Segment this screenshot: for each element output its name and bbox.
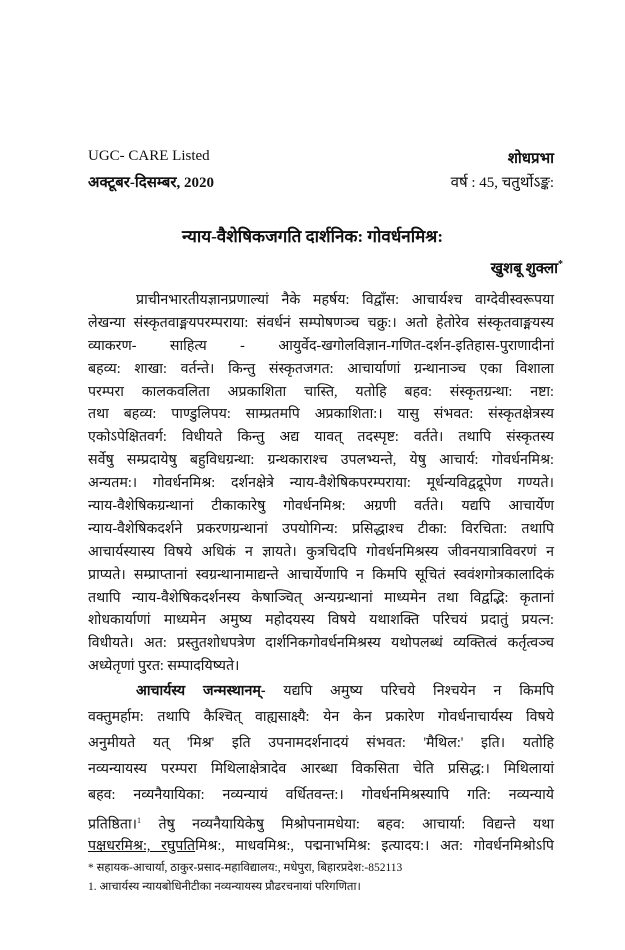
para-line: बहव: नव्यनैयायिका: नव्यन्यायं वर्धितवन्त:। गोवर्धनमिश्रस्यापि गति: नव्यन्याये — [88, 786, 554, 803]
para-line: अनुमीयते यत् 'मिश्र' इति उपनामदर्शनादयं संभवत: 'मैथिल:' इति। यतोहि — [88, 734, 554, 751]
para-text: यद्यपि अमुष्य परिचये निश्चयेन न किमपि — [265, 683, 554, 699]
author-text: खुशबू शुक्ला — [490, 261, 558, 277]
para-line: तथा बहव्य: पाण्डुलिपय: साम्प्रतमपि अप्रकाशिता:। यासु संभवत: संस्कृतक्षेत्रस्य — [88, 406, 554, 423]
para-line: न्याय-वैशेषिकदर्शने प्रकरणग्रन्थानां उपयोगिन्य: प्रसिद्धाश्च टीका: विरचिता: तथापि — [88, 520, 554, 537]
para-line — [88, 808, 554, 834]
underlined-text: पक्षधरमिश्र:, रघुपति — [88, 838, 196, 855]
para-line: शोधकार्याणां माध्यमेन अमुष्य महोदयस्य विषये यथाशक्ति परिचयं प्रदातुं प्रयत्न: — [88, 612, 554, 629]
para-line: एकोऽपेक्षितवर्ग: विधीयते किन्तु अद्य यावत् तदस्पृष्ट: वर्तते। तथापि संस्कृतस्य — [88, 429, 554, 446]
journal-listing: UGC- CARE Listed — [88, 148, 210, 164]
para-line: अन्यतम:। गोवर्धनमिश्र: दर्शनक्षेत्रे न्याय-वैशेषिकपरम्पराया: मूर्धन्यविद्वद्रूपेण गण्यते। — [88, 475, 554, 492]
para-line: लेखन्या संस्कृतवाङ्मयपरम्पराया: संवर्धनं सम्पोषणञ्च चक्रु:। अतो हेतोरेव संस्कृतवाङ्मयस्य — [88, 314, 554, 331]
para-line: प्राचीनभारतीयज्ञानप्रणाल्यां नैके महर्षय: विद्वाँस: आचार्यश्च वाग्देवीस्वरूपया — [136, 292, 554, 308]
footnote-1: 1. आचार्यस्य न्यायबोधिनीटीका नव्यन्यायस्य प्रौढरचनायां परिगणिता। — [88, 881, 361, 893]
author-name — [491, 258, 563, 278]
para-line — [88, 679, 554, 705]
para-line: तथापि न्याय-वैशेषिकदर्शनस्य केषाञ्चित् अन्यग्रन्थानां माध्यमेन तथा विद्वद्भि: कृतानां — [88, 589, 554, 606]
para-line: सर्वेषु सम्प्रदायेषु बहुविधग्रन्था: ग्रन्थकाराश्च उपलभ्यन्ते, येषु आचार्य: गोवर्धनमिश्र: — [88, 452, 554, 469]
para-line: विधीयते। अत: प्रस्तुतशोधपत्रेण दार्शनिकगोवर्धनमिश्रस्य यथोपलब्धं व्यक्तित्वं कर्तृत्वञ्च — [88, 635, 554, 652]
para-line: प्राप्यते। सम्प्राप्तानां स्वग्रन्थानामाद्यन्ते आचार्येणापि न किमपि सूचितं स्ववंशगोत्रकालादिकं — [88, 566, 554, 583]
paragraph-intro — [88, 289, 554, 678]
footnote-ref: 1 — [137, 816, 142, 826]
para-line: अध्येतृणां पुरत: सम्पादयिष्यते। — [88, 658, 240, 675]
section-heading: आचार्यस्य जन्मस्थानम्- — [136, 683, 266, 699]
para-line — [88, 834, 554, 860]
volume-issue: वर्ष : 45, चतुर्थोऽङ्क: — [450, 175, 554, 191]
para-line: वक्तुमर्हाम: तथापि कैश्चित् वाह्यसाक्ष्यै: येन केन प्रकारेण गोवर्धनाचार्यस्य विषये — [88, 708, 554, 725]
paragraph-birthplace — [88, 679, 554, 860]
para-text: प्रतिष्ठिता। — [88, 817, 138, 834]
para-text: तेषु नव्यनैयायिकेषु मिश्रोपनामधेया: बहव: आचार्या: विद्यन्ते यथा — [141, 817, 554, 834]
issue-date: अक्टूबर-दिसम्बर, 2020 — [88, 175, 214, 191]
journal-name: शोधप्रभा — [507, 151, 554, 167]
para-line: बहव्य: शाखा: वर्तन्ते। किन्तु संस्कृतजगत: आचार्याणां ग्रन्थानाञ्च एका विशाला — [88, 360, 554, 377]
para-text: मिश्र:, माधवमिश्र:, पद्मनाभमिश्र: इत्यादय:। अत: गोवर्धनमिश्रोऽपि — [195, 838, 554, 855]
para-line: परम्परा कालकवलिता अप्रकाशिता चास्ति, यतोहि बहव: संस्कृतग्रन्था: नष्टा: — [88, 383, 554, 400]
para-line: आचार्यस्यास्य विषये अधिकं न ज्ञायते। कुत्रचिदपि गोवर्धनमिश्रस्य जीवनयात्राविवरणं न — [88, 543, 554, 560]
author-footnote-mark: * — [558, 259, 563, 270]
footnote-author: * सहायक-आचार्या, ठाकुर-प्रसाद-महाविद्यालय:, मधेपुरा, बिहारप्रदेश:-852113 — [88, 862, 403, 874]
article-title: न्याय-वैशेषिकजगति दार्शनिक: गोवर्धनमिश्र: — [181, 227, 443, 246]
para-line: व्याकरण- साहित्य - आयुर्वेद-खगोलविज्ञान-गणित-दर्शन-इतिहास-पुराणादीनां — [88, 337, 554, 354]
para-line: नव्यन्यायस्य परम्परा मिथिलाक्षेत्रादेव आरब्धा विकसिता चेति प्रसिद्ध:। मिथिलायां — [88, 760, 554, 777]
para-line: न्याय-वैशेषिकग्रन्थानां टीकाकारेषु गोवर्धनमिश्र: अग्रणी वर्तते। यद्यपि आचार्येण — [88, 498, 554, 515]
